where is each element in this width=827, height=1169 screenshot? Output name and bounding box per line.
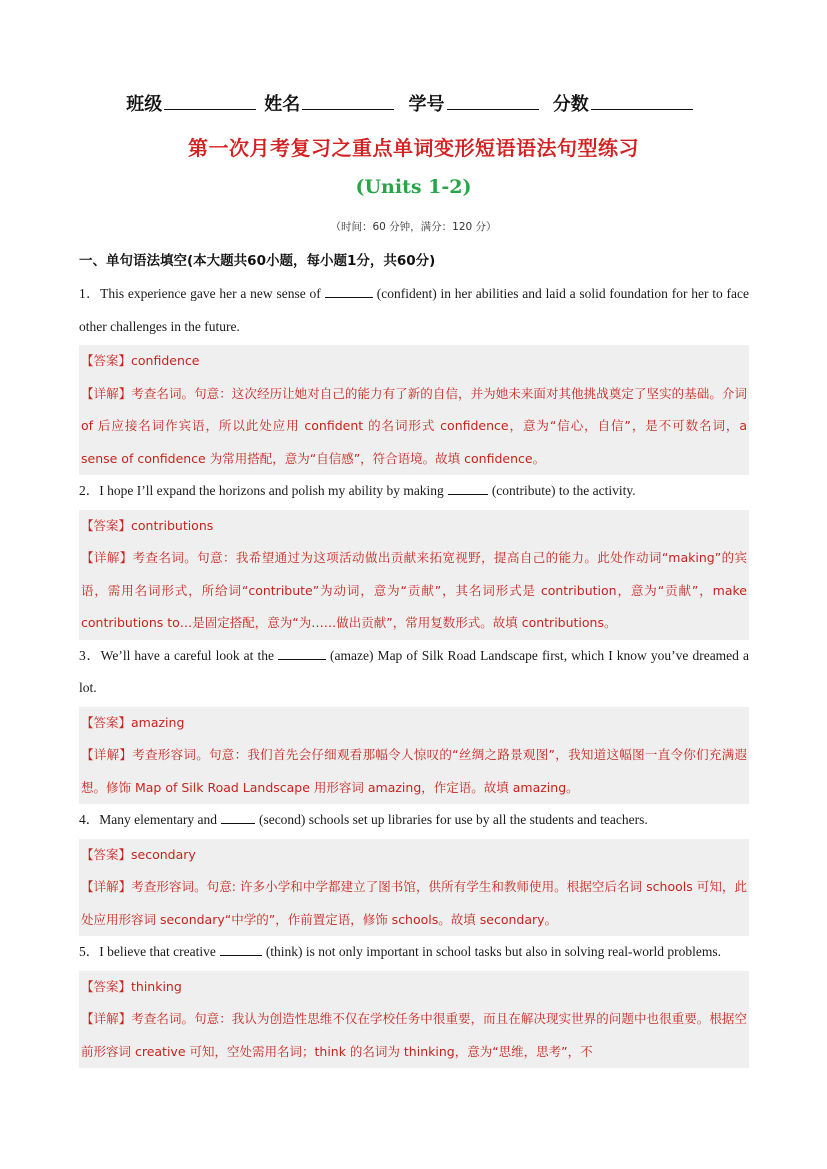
detail-explanation: 【详解】考查名词。句意：我认为创造性思维不仅在学校任务中很重要，而且在解决现实世界的问题中也很重要。根据空前形容词 creative 可知，空处需用名词；think 的名词为 thinking，意为“思维，思考”，不 [79,1003,749,1068]
answer-line: 【答案】amazing [79,707,749,740]
answer-line: 【答案】confidence [79,345,749,378]
answer-blank [325,285,373,298]
answer-line: 【答案】contributions [79,510,749,543]
detail-explanation: 【详解】考查名词。句意：这次经历让她对自己的能力有了新的自信，并为她未来面对其他挑战奠定了坚实的基础。介词 of 后应接名词作宾语，所以此处应用 confident 的名词形式 confidence，意为“信心，自信”，是不可数名词，a sense of confidence 为常用搭配，意为“自信感”，符合语境。故填 confidence。 [79,378,749,476]
answer-blank [220,943,262,956]
class-label: 班级 [126,94,163,115]
detail-explanation: 【详解】考查名词。句意：我希望通过为这项活动做出贡献来拓宽视野，提高自己的能力。此处作动词“making”的宾语，需用名词形式，所给词“contribute”为动词，意为“贡献”，其名词形式是 contribution，意为“贡献”，make contributions to…是固定搭配，意为“为……做出贡献”，常用复数形式。故填 contributions。 [79,542,749,640]
name-label: 姓名 [264,94,301,115]
worksheet-subtitle: (Units 1-2) [355,176,472,198]
answer-line: 【答案】thinking [79,971,749,1004]
question-text: 2．I hope I’ll expand the horizons and polish my ability by making (contribute) to the activity. [79,483,636,498]
section-heading: 一、单句语法填空(本大题共60小题，每小题1分，共60分) [79,253,436,269]
student-info-line [0,90,827,116]
id-blank [447,93,539,110]
id-label: 学号 [408,94,445,115]
answer-blank [448,482,488,495]
answer-line: 【答案】secondary [79,839,749,872]
question-item [79,936,749,1068]
score-blank [591,93,693,110]
question-item [79,804,749,936]
answer-blank [221,811,255,824]
question-text: 3．We’ll have a careful look at the (amaze) Map of Silk Road Landscape first, which I know you’ve dreamed a lot. [79,647,750,695]
question-item [79,278,749,475]
name-blank [302,93,394,110]
answer-blank [278,647,326,660]
question-text: 5．I believe that creative (think) is not only important in school tasks but also in solving real-world problems. [79,944,722,959]
detail-explanation: 【详解】考查形容词。句意: 许多小学和中学都建立了图书馆，供所有学生和教师使用。根据空后名词 schools 可知，此处应用形容词 secondary“中学的”，作前置定语，修饰 schools。故填 secondary。 [79,871,749,936]
question-item [79,640,749,805]
worksheet-title: 第一次月考复习之重点单词变形短语语法句型练习 [188,136,639,160]
score-label: 分数 [552,94,589,115]
question-text: 1．This experience gave her a new sense of (confident) in her abilities and laid a solid foundation for her to face other challenges in the future. [79,286,750,334]
question-item [79,475,749,640]
question-list [79,278,749,1068]
class-blank [164,93,256,110]
question-text: 4．Many elementary and (second) schools set up libraries for use by all the students and teachers. [79,812,648,827]
time-info: （时间：60 分钟，满分：120 分） [330,221,497,233]
detail-explanation: 【详解】考查形容词。句意：我们首先会仔细观看那幅令人惊叹的“丝绸之路景观图”，我知道这幅图一直令你们充满遐想。修饰 Map of Silk Road Landscape 用形容词 amazing，作定语。故填 amazing。 [79,739,749,804]
